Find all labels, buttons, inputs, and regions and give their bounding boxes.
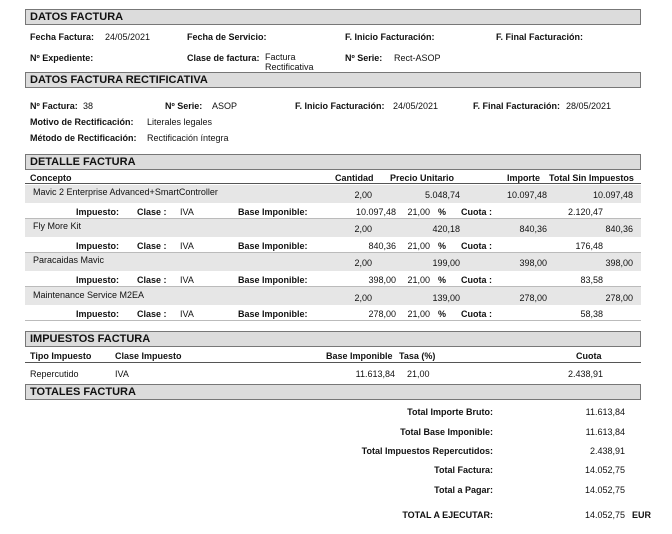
total-ejecutar-value: 14.052,75 bbox=[584, 510, 625, 520]
item-3-concepto: Paracaidas Mavic bbox=[33, 255, 105, 265]
item-4-precio: 139,00 bbox=[432, 293, 460, 303]
fecha-factura-label: Fecha Factura: bbox=[30, 32, 95, 42]
item-1-concepto: Mavic 2 Enterprise Advanced+SmartController bbox=[33, 187, 218, 197]
rect-serie-value: ASOP bbox=[212, 101, 238, 111]
metodo-label: Método de Rectificación: bbox=[30, 133, 137, 143]
item-4-clase-label: Clase : bbox=[137, 309, 167, 319]
item-1-cuota-value: 2.120,47 bbox=[567, 207, 603, 217]
item-1-impuesto-label: Impuesto: bbox=[76, 207, 120, 217]
item-2-impuesto-label: Impuesto: bbox=[76, 241, 120, 251]
total-bruto-value: 11.613,84 bbox=[585, 407, 625, 417]
rect-serie-label: Nº Serie: bbox=[165, 101, 203, 111]
item-2-base-value: 840,36 bbox=[368, 241, 396, 251]
tax-row-tasa: 21,00 bbox=[407, 369, 430, 379]
item-3-percent: % bbox=[438, 275, 447, 285]
item-2-cantidad: 2,00 bbox=[354, 224, 372, 234]
item-3-total: 398,00 bbox=[605, 258, 633, 268]
item-1-clase-value: IVA bbox=[180, 207, 194, 217]
item-1-tasa: 21,00 bbox=[407, 207, 430, 217]
item-1-percent: % bbox=[438, 207, 447, 217]
section-detalle: DETALLE FACTURA bbox=[25, 154, 641, 170]
item-4-percent: % bbox=[438, 309, 447, 319]
currency-label: EUR bbox=[632, 510, 652, 520]
item-3-clase-label: Clase : bbox=[137, 275, 167, 285]
item-2-tasa: 21,00 bbox=[407, 241, 430, 251]
item-4-clase-value: IVA bbox=[180, 309, 194, 319]
item-2-cuota-label: Cuota : bbox=[461, 241, 492, 251]
item-4-cuota-value: 58,38 bbox=[580, 309, 603, 319]
item-3-cuota-value: 83,58 bbox=[580, 275, 603, 285]
item-3-base-label: Base Imponible: bbox=[238, 275, 308, 285]
item-3-precio: 199,00 bbox=[432, 258, 460, 268]
total-ejecutar-label: TOTAL A EJECUTAR: bbox=[402, 510, 493, 520]
item-1-base-value: 10.097,48 bbox=[355, 207, 396, 217]
item-4-importe: 278,00 bbox=[519, 293, 547, 303]
item-2-percent: % bbox=[438, 241, 447, 251]
item-2-concepto: Fly More Kit bbox=[33, 221, 82, 231]
col-cantidad: Cantidad bbox=[335, 173, 374, 183]
clase-factura-value-line1: Factura bbox=[265, 52, 296, 62]
rect-inicio-label: F. Inicio Facturación: bbox=[295, 101, 385, 111]
total-factura-value: 14.052,75 bbox=[584, 465, 625, 475]
item-3-cuota-label: Cuota : bbox=[461, 275, 492, 285]
col-concepto: Concepto bbox=[30, 173, 72, 183]
motivo-value: Literales legales bbox=[147, 117, 213, 127]
total-bruto-label: Total Importe Bruto: bbox=[407, 407, 493, 417]
item-3-tasa: 21,00 bbox=[407, 275, 430, 285]
tax-col-clase: Clase Impuesto bbox=[115, 351, 182, 361]
item-2-precio: 420,18 bbox=[432, 224, 460, 234]
tax-header-rule bbox=[25, 362, 641, 363]
tax-row-base: 11.613,84 bbox=[355, 369, 395, 379]
clase-factura-label: Clase de factura: bbox=[187, 53, 260, 63]
item-1-importe: 10.097,48 bbox=[506, 190, 547, 200]
item-1-base-label: Base Imponible: bbox=[238, 207, 308, 217]
total-base-label: Total Base Imponible: bbox=[400, 427, 493, 437]
item-2-clase-label: Clase : bbox=[137, 241, 167, 251]
serie-label: Nº Serie: bbox=[345, 53, 383, 63]
item-4-concepto: Maintenance Service M2EA bbox=[33, 290, 145, 300]
item-1-cuota-label: Cuota : bbox=[461, 207, 492, 217]
item-3-base-value: 398,00 bbox=[368, 275, 396, 285]
total-impuestos-label: Total Impuestos Repercutidos: bbox=[361, 446, 493, 456]
item-4-tasa: 21,00 bbox=[407, 309, 430, 319]
section-datos-factura: DATOS FACTURA bbox=[25, 9, 641, 25]
item-2-importe: 840,36 bbox=[519, 224, 547, 234]
item-4-rule bbox=[25, 320, 641, 321]
item-1-total: 10.097,48 bbox=[592, 190, 633, 200]
section-rectificativa: DATOS FACTURA RECTIFICATIVA bbox=[25, 72, 641, 88]
item-2-cuota-value: 176,48 bbox=[575, 241, 603, 251]
item-2-base-label: Base Imponible: bbox=[238, 241, 308, 251]
col-importe: Importe bbox=[507, 173, 541, 183]
final-facturacion-label: F. Final Facturación: bbox=[496, 32, 584, 42]
tax-row-tipo: Repercutido bbox=[30, 369, 79, 379]
inicio-facturacion-label: F. Inicio Facturación: bbox=[345, 32, 435, 42]
detalle-header-rule bbox=[25, 183, 641, 184]
tax-row-clase: IVA bbox=[115, 369, 129, 379]
section-totales: TOTALES FACTURA bbox=[25, 384, 641, 400]
item-3-impuesto-label: Impuesto: bbox=[76, 275, 120, 285]
total-factura-label: Total Factura: bbox=[434, 465, 493, 475]
tax-col-cuota: Cuota bbox=[576, 351, 602, 361]
motivo-label: Motivo de Rectificación: bbox=[30, 117, 134, 127]
item-3-importe: 398,00 bbox=[519, 258, 547, 268]
rect-factura-label: Nº Factura: bbox=[30, 101, 78, 111]
total-impuestos-value: 2.438,91 bbox=[589, 446, 625, 456]
rect-factura-value: 38 bbox=[83, 101, 94, 111]
tax-col-tipo: Tipo Impuesto bbox=[30, 351, 92, 361]
metodo-value: Rectificación íntegra bbox=[147, 133, 229, 143]
clase-factura-value-line2: Rectificativa bbox=[265, 62, 314, 72]
rect-final-label: F. Final Facturación: bbox=[473, 101, 561, 111]
item-1-cantidad: 2,00 bbox=[354, 190, 372, 200]
fecha-servicio-label: Fecha de Servicio: bbox=[187, 32, 267, 42]
rect-inicio-value: 24/05/2021 bbox=[393, 101, 439, 111]
total-pagar-value: 14.052,75 bbox=[584, 485, 625, 495]
tax-col-base: Base Imponible bbox=[326, 351, 393, 361]
item-1-precio: 5.048,74 bbox=[424, 190, 460, 200]
tax-row-cuota: 2.438,91 bbox=[567, 369, 603, 379]
item-4-total: 278,00 bbox=[605, 293, 633, 303]
section-impuestos: IMPUESTOS FACTURA bbox=[25, 331, 641, 347]
item-4-base-value: 278,00 bbox=[368, 309, 396, 319]
serie-value: Rect-ASOP bbox=[394, 53, 441, 63]
total-base-value: 11.613,84 bbox=[585, 427, 625, 437]
expediente-label: Nº Expediente: bbox=[30, 53, 94, 63]
item-4-cuota-label: Cuota : bbox=[461, 309, 492, 319]
rect-final-value: 28/05/2021 bbox=[566, 101, 612, 111]
total-pagar-label: Total a Pagar: bbox=[434, 485, 493, 495]
item-4-impuesto-label: Impuesto: bbox=[76, 309, 120, 319]
item-1-clase-label: Clase : bbox=[137, 207, 167, 217]
tax-col-tasa: Tasa (%) bbox=[399, 351, 436, 361]
item-2-clase-value: IVA bbox=[180, 241, 194, 251]
fecha-factura-value: 24/05/2021 bbox=[105, 32, 151, 42]
item-3-clase-value: IVA bbox=[180, 275, 194, 285]
item-4-cantidad: 2,00 bbox=[354, 293, 372, 303]
item-4-base-label: Base Imponible: bbox=[238, 309, 308, 319]
col-total-sin-impuestos: Total Sin Impuestos bbox=[549, 173, 634, 183]
col-precio-unitario: Precio Unitario bbox=[390, 173, 455, 183]
item-2-total: 840,36 bbox=[605, 224, 633, 234]
item-3-cantidad: 2,00 bbox=[354, 258, 372, 268]
